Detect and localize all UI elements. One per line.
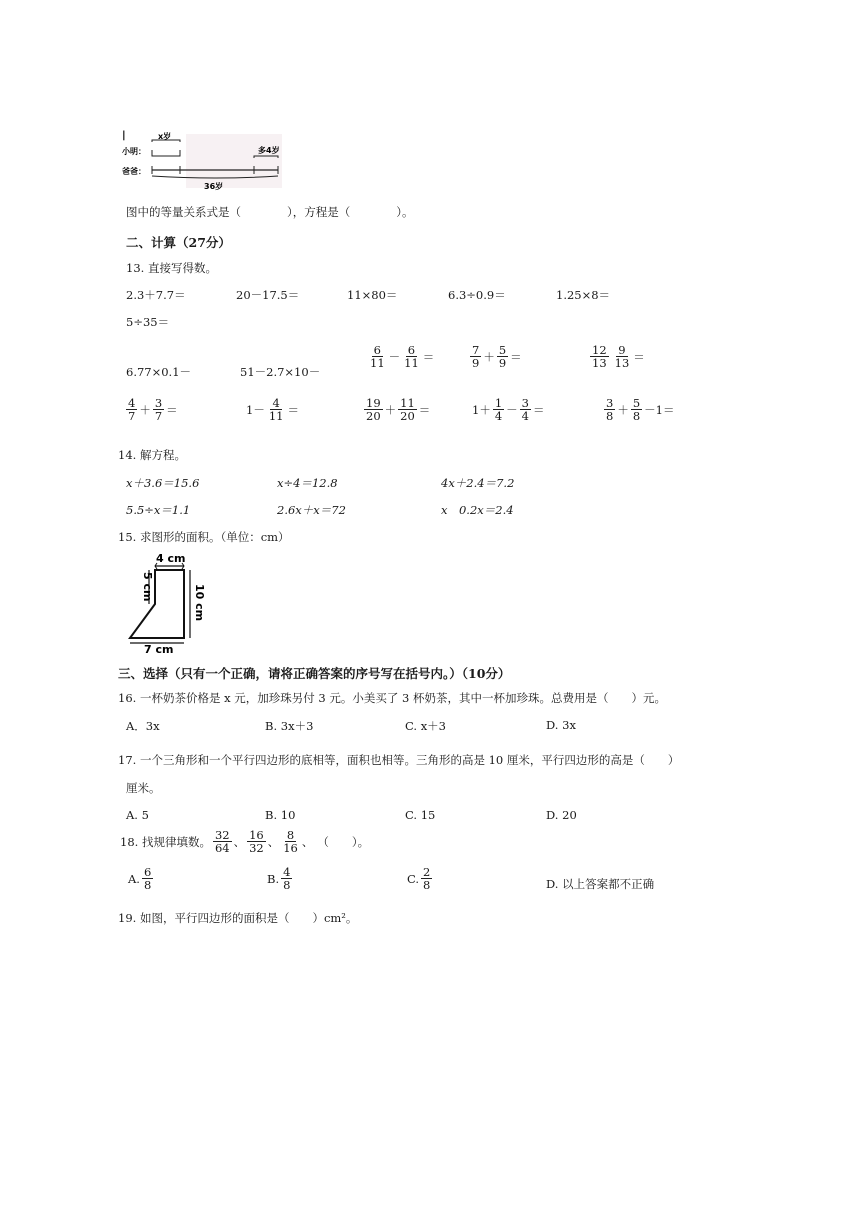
q15-label-left: 5 cm — [141, 572, 154, 602]
fig-label-xiaoming: 小明： — [122, 147, 146, 156]
svg-text:|: | — [122, 130, 126, 141]
q12-figure — [122, 126, 284, 192]
section2-title: 二、计算（27分） — [126, 235, 231, 250]
q18-option-b[interactable]: B. $\frac{4}{8}$ — [267, 865, 291, 893]
q14-r2-b: 2.6x＋x＝72 — [277, 503, 346, 517]
q13-r1-e: 1.25×8＝ — [556, 288, 611, 302]
q13-title: 13. 直接写得数。 — [126, 261, 217, 275]
q13-r3-e: $\frac{12}{13}$ $\frac{9}{13}$ ＝ — [592, 343, 645, 371]
q18-option-d[interactable]: D. 以上答案都不正确 — [546, 877, 655, 891]
q16-option-b[interactable]: B. 3x＋3 — [265, 719, 314, 733]
q13-r1-c: 11×80＝ — [347, 288, 398, 302]
q17-option-b[interactable]: B. 10 — [265, 808, 296, 822]
q12-text: 图中的等量关系式是（ ），方程是（ ）。 — [126, 205, 414, 219]
q16-option-c[interactable]: C. x＋3 — [405, 719, 447, 733]
q14-r2-c: x 0.2x＝2.4 — [441, 503, 514, 517]
q14-r1-b: x÷4＝12.8 — [277, 476, 338, 490]
q13-r3-d: $\frac{7}{9}$ ＋ $\frac{5}{9}$ ＝ — [472, 343, 522, 371]
q15-label-top: 4 cm — [156, 552, 186, 565]
q13-r4-d: 1＋ $\frac{1}{4}$ － $\frac{3}{4}$ ＝ — [472, 396, 545, 424]
fig-label-x: x岁 — [158, 132, 172, 141]
q19-text: 19. 如图，平行四边形的面积是（ ）cm²。 — [118, 911, 358, 925]
q14-r1-a: x＋3.6＝15.6 — [126, 476, 200, 490]
q17-text-line1: 17. 一个三角形和一个平行四边形的底相等，面积也相等。三角形的高是 10 厘米，平行四边形的高是（ ） — [118, 753, 680, 767]
q13-r4-b: 1－ $\frac{4}{11}$ ＝ — [246, 396, 299, 424]
q18-option-a[interactable]: A. $\frac{6}{8}$ — [128, 865, 152, 893]
q13-r3-c: $\frac{6}{11}$ － $\frac{6}{11}$ ＝ — [370, 343, 435, 371]
fig-label-total: 36岁 — [204, 182, 224, 191]
fig-label-baba: 爸爸： — [122, 167, 146, 176]
q15-figure — [122, 552, 232, 654]
q13-r1-a: 2.3＋7.7＝ — [126, 288, 186, 302]
section3-title: 三、选择（只有一个正确，请将正确答案的序号写在括号内。）（10分） — [118, 666, 511, 681]
q14-title: 14. 解方程。 — [118, 448, 186, 462]
q18-question: 18. 找规律填数。 $\frac{32}{64}$ 、 $\frac{16}{32}$ 、 $\frac{8}{16}$ 、 （ ）。 — [120, 828, 370, 856]
q15-label-right: 10 cm — [193, 584, 206, 622]
q13-r1-d: 6.3÷0.9＝ — [448, 288, 506, 302]
q13-r4-a: $\frac{4}{7}$ ＋ $\frac{3}{7}$ ＝ — [128, 396, 178, 424]
q17-text-line2: 厘米。 — [126, 781, 161, 795]
q16-text: 16. 一杯奶茶价格是 x 元，加珍珠另付 3 元。小美买了 3 杯奶茶，其中一杯加珍珠。总费用是（ ）元。 — [118, 691, 666, 705]
q15-title: 15. 求图形的面积。（单位：cm） — [118, 530, 290, 544]
q17-option-a[interactable]: A. 5 — [126, 808, 149, 822]
q17-option-c[interactable]: C. 15 — [405, 808, 436, 822]
q13-r3-a: 6.77×0.1－ — [126, 365, 192, 379]
q13-r4-c: $\frac{19}{20}$ ＋ $\frac{11}{20}$ ＝ — [366, 396, 431, 424]
q13-r3-b: 51－2.7×10－ — [240, 365, 321, 379]
q13-r4-e: $\frac{3}{8}$ ＋ $\frac{5}{8}$ －1＝ — [606, 396, 675, 424]
q13-r2-a: 5÷35＝ — [126, 315, 170, 329]
q14-r2-a: 5.5÷x＝1.1 — [126, 503, 191, 517]
q18-option-c[interactable]: C. $\frac{2}{8}$ — [407, 865, 431, 893]
q15-label-bottom: 7 cm — [144, 643, 174, 654]
q17-option-d[interactable]: D. 20 — [546, 808, 577, 822]
q14-r1-c: 4x＋2.4＝7.2 — [441, 476, 515, 490]
q16-option-a[interactable]: A．3x — [126, 719, 160, 733]
q16-option-d[interactable]: D. 3x — [546, 718, 576, 732]
q13-r1-b: 20－17.5＝ — [236, 288, 300, 302]
fig-label-more: 多4岁 — [258, 146, 280, 155]
